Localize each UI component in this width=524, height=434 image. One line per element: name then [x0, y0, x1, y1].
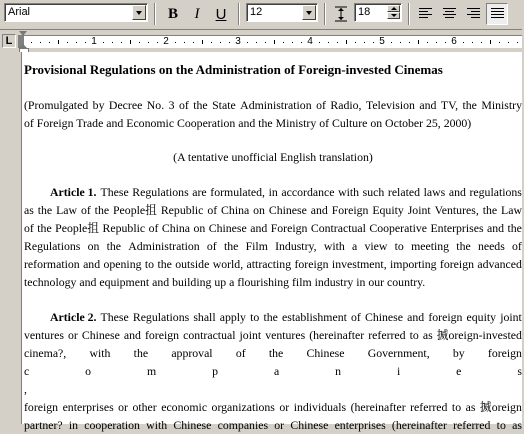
- word: organizations: [211, 400, 275, 414]
- font-name-value: Arial: [8, 6, 31, 18]
- word: the: [94, 203, 110, 217]
- ruler-tick: [247, 42, 248, 43]
- article-2-line: [24, 398, 522, 416]
- word: or: [118, 400, 128, 414]
- word: Chinese: [208, 221, 247, 235]
- ruler-tick: [400, 42, 401, 43]
- word: n: [335, 364, 342, 378]
- word: the: [37, 203, 53, 217]
- word: to: [451, 400, 462, 414]
- word: in: [68, 418, 79, 432]
- ruler-tick: [58, 40, 59, 44]
- word: to: [250, 310, 260, 324]
- word: of: [80, 203, 91, 217]
- word: opening: [103, 257, 142, 271]
- ruler-number: 5: [379, 36, 385, 47]
- word: the: [37, 221, 52, 235]
- word: and: [83, 257, 101, 271]
- word: the: [456, 239, 471, 253]
- word: related: [387, 185, 420, 199]
- word: needs: [477, 239, 505, 253]
- ruler-tick: [364, 42, 365, 43]
- toolbar-separator: [324, 3, 326, 25]
- word: to: [144, 257, 155, 271]
- word: referred: [368, 328, 406, 342]
- word: the: [482, 203, 498, 217]
- article-2-line: [24, 362, 522, 380]
- word: foreign: [428, 310, 463, 324]
- word: Republic: [102, 221, 146, 235]
- ruler-tick: [211, 42, 212, 43]
- word: joint: [500, 310, 522, 324]
- underline-button[interactable]: [210, 3, 232, 25]
- word: p: [212, 364, 219, 378]
- ruler-tick: [175, 42, 176, 43]
- word: regulations: [469, 185, 522, 199]
- line-spacing-spinner[interactable]: [387, 5, 400, 20]
- font-name-dropdown-icon[interactable]: [132, 5, 146, 20]
- word: of: [351, 310, 361, 324]
- word: of: [235, 346, 246, 360]
- ruler-tick: [373, 42, 374, 43]
- word: on: [253, 203, 265, 217]
- article-2-text: [101, 308, 522, 326]
- ruler-tick: [193, 42, 194, 43]
- word: Republic: [160, 203, 204, 217]
- tab-selector-label: L: [5, 35, 13, 47]
- line-spacing-icon[interactable]: [330, 3, 352, 25]
- italic-button[interactable]: [186, 3, 208, 25]
- word: with: [146, 418, 168, 432]
- ruler-tick: [229, 42, 230, 43]
- article-1-label: Article 1.: [50, 185, 97, 199]
- word: and: [487, 221, 505, 235]
- article-2-line: ,: [24, 382, 27, 396]
- ruler-tick: [220, 42, 221, 43]
- word: to: [409, 328, 419, 342]
- ruler-tick: [301, 42, 302, 43]
- ruler-number: 1: [91, 36, 97, 47]
- ruler-tick: [319, 42, 320, 43]
- word: the: [462, 98, 477, 112]
- ruler-tick: [139, 42, 140, 43]
- article-1-line: [24, 201, 522, 219]
- word: shall: [193, 310, 216, 324]
- article-1-line: [24, 237, 522, 255]
- ruler-tick: [328, 42, 329, 43]
- ruler-number: 4: [307, 36, 313, 47]
- word: of: [316, 98, 326, 112]
- word: Administration: [128, 239, 200, 253]
- word: and: [123, 328, 141, 342]
- word: State: [212, 98, 236, 112]
- bold-button[interactable]: [162, 3, 184, 25]
- ruler-tick: [517, 42, 518, 43]
- ruler-tick: [346, 40, 347, 44]
- spin-down-icon[interactable]: [387, 12, 400, 19]
- word: a: [352, 239, 358, 253]
- word: (hereinafter: [391, 418, 447, 432]
- word: to: [394, 239, 404, 253]
- ruler-tick: [112, 42, 113, 43]
- word: a: [273, 364, 280, 378]
- word: Government,: [367, 346, 430, 360]
- word: importing: [390, 257, 437, 271]
- formatting-toolbar: [0, 0, 522, 30]
- word: and: [310, 203, 328, 217]
- word: as: [512, 418, 522, 432]
- word: These: [100, 310, 129, 324]
- ruler-tick: [67, 42, 68, 43]
- word: reformation: [24, 257, 80, 271]
- word: economic: [161, 400, 208, 414]
- left-margin-area: [0, 52, 22, 424]
- word: cinema?,: [24, 346, 67, 360]
- ruler-tick: [202, 40, 203, 44]
- word: Ventures,: [434, 203, 479, 217]
- word: Foreign: [270, 221, 308, 235]
- word: the: [157, 257, 172, 271]
- word: other: [132, 400, 157, 414]
- word: Law: [56, 203, 78, 217]
- first-line-indent-marker[interactable]: [19, 31, 27, 36]
- ruler-tick: [76, 42, 77, 43]
- word: foreign: [487, 346, 522, 360]
- word: and: [419, 98, 437, 112]
- ruler-tick: [40, 42, 41, 43]
- ruler-tick: [130, 40, 131, 44]
- word: Chinese: [306, 346, 345, 360]
- word: advanced: [477, 257, 522, 271]
- word: ventures: [265, 328, 306, 342]
- word: Enterprises: [430, 221, 484, 235]
- ruler-tick: [49, 42, 50, 43]
- ruler-tick: [292, 42, 293, 43]
- toolbar-separator: [408, 3, 410, 25]
- word: as: [24, 203, 34, 217]
- ruler-tick: [157, 42, 158, 43]
- word: Chinese: [173, 418, 212, 432]
- word: China: [161, 221, 191, 235]
- word: the: [268, 346, 284, 360]
- line-spacing-input[interactable]: [354, 3, 402, 22]
- align-right-button[interactable]: [462, 3, 484, 25]
- tab-selector-button[interactable]: [2, 34, 16, 48]
- ruler-tick: [184, 42, 185, 43]
- ruler-tick: [283, 42, 284, 43]
- ruler-number: 2: [163, 36, 169, 47]
- word: on: [193, 221, 206, 235]
- word: such: [362, 185, 385, 199]
- word: with: [338, 185, 360, 199]
- word: establishment: [282, 310, 347, 324]
- word: Ministry: [481, 98, 522, 112]
- word: Regulations: [132, 185, 189, 199]
- word: by: [452, 346, 465, 360]
- toolbar-separator: [238, 3, 240, 25]
- promulgation-line: of Foreign Trade and Economic Cooperation and the Ministry of Culture on October 25, 2000): [24, 116, 472, 130]
- article-1-line: [24, 255, 522, 273]
- ruler-tick: [103, 42, 104, 43]
- word: Law: [501, 203, 522, 217]
- article-1-line: technology and equipment and building up a flourishing film industry in our country.: [24, 275, 426, 289]
- word: Chinese: [81, 328, 120, 342]
- word: of: [207, 203, 218, 217]
- line-spacing-value: 18: [358, 6, 371, 18]
- word: These: [100, 185, 129, 199]
- word: apply: [219, 310, 246, 324]
- word: laws: [423, 185, 446, 199]
- spin-up-icon[interactable]: [387, 5, 400, 12]
- horizontal-ruler[interactable]: [18, 35, 522, 48]
- ruler-tick: [463, 42, 464, 43]
- word: People抯: [113, 203, 157, 217]
- word: formulated,: [210, 185, 265, 199]
- font-size-dropdown-icon[interactable]: [302, 5, 316, 20]
- word: Radio,: [330, 98, 362, 112]
- word: on: [87, 239, 100, 253]
- article-1-text: [101, 183, 522, 201]
- word: partner?: [24, 418, 63, 432]
- word: individuals: [293, 400, 347, 414]
- word: foreign: [294, 257, 329, 271]
- ruler-number: 6: [451, 36, 457, 47]
- ruler-tick: [31, 42, 32, 43]
- word: as: [422, 328, 433, 342]
- word: s: [517, 364, 522, 378]
- word: Regulations: [132, 310, 190, 324]
- word: Equity: [372, 203, 404, 217]
- word: or: [274, 418, 285, 432]
- word: and: [407, 310, 425, 324]
- ruler-tick: [427, 42, 428, 43]
- word: ventures: [24, 328, 64, 342]
- translation-note: (A tentative unofficial English translation): [173, 150, 373, 164]
- word: o: [85, 364, 92, 378]
- word: or: [68, 328, 78, 342]
- ruler-tick: [274, 40, 275, 44]
- toolbar-separator: [154, 3, 156, 25]
- word: the: [193, 98, 208, 112]
- article-2-line: [24, 416, 522, 434]
- word: outside: [175, 257, 210, 271]
- word: and: [448, 185, 466, 199]
- align-left-icon: [419, 8, 432, 20]
- word: enterprises: [62, 400, 114, 414]
- word: are: [192, 185, 207, 199]
- word: Chinese: [364, 310, 403, 324]
- ruler-tick: [490, 40, 491, 44]
- word: the: [263, 310, 278, 324]
- align-center-icon: [443, 8, 456, 20]
- word: 3: [168, 98, 175, 112]
- word: to: [496, 418, 506, 432]
- word: Industry,: [275, 239, 317, 253]
- word: referred: [410, 400, 448, 414]
- ruler-tick: [256, 42, 257, 43]
- word: TV,: [440, 98, 459, 112]
- word: Chinese: [290, 418, 329, 432]
- word: Film: [245, 239, 268, 253]
- align-right-icon: [467, 8, 480, 20]
- word: China: [221, 203, 250, 217]
- underline-button-label: U: [215, 5, 227, 23]
- word: view: [364, 239, 388, 253]
- word: and: [250, 221, 268, 235]
- ruler-tick: [355, 42, 356, 43]
- promulgation-line: [24, 96, 522, 114]
- word: enterprises: [334, 418, 386, 432]
- word: Joint: [407, 203, 431, 217]
- article-1-first-line: [24, 183, 522, 201]
- word: Television: [365, 98, 415, 112]
- word: People抯: [55, 221, 100, 235]
- word: world,: [212, 257, 244, 271]
- word: attracting: [246, 257, 292, 271]
- align-center-button[interactable]: [438, 3, 460, 25]
- word: e: [456, 364, 462, 378]
- word: approval: [171, 346, 213, 360]
- word: of: [512, 239, 522, 253]
- word: of: [206, 239, 217, 253]
- word: foreign: [144, 328, 180, 342]
- word: of: [24, 221, 34, 235]
- align-justify-icon: [491, 8, 504, 20]
- ruler-tick: [508, 42, 509, 43]
- ruler-tick: [121, 42, 122, 43]
- word: 揻oreign: [479, 400, 522, 414]
- ruler-tick: [445, 42, 446, 43]
- word: Administration: [240, 98, 312, 112]
- font-size-combo[interactable]: [246, 3, 318, 22]
- word: 揻oreign-invested: [436, 328, 522, 342]
- word: the: [106, 239, 122, 253]
- ruler-tick: [265, 42, 266, 43]
- word: joint: [239, 328, 262, 342]
- ruler-number: 3: [235, 36, 241, 47]
- ruler-bar: [0, 30, 522, 52]
- word: with: [89, 346, 111, 360]
- word: referred: [453, 418, 491, 432]
- bold-button-label: B: [167, 5, 178, 22]
- word: as: [465, 400, 476, 414]
- word: m: [147, 364, 157, 378]
- ruler-tick: [499, 42, 500, 43]
- word: (hereinafter: [309, 328, 365, 342]
- align-justify-button[interactable]: [486, 3, 508, 25]
- article-2-line: [24, 344, 522, 362]
- left-indent-marker[interactable]: [19, 44, 28, 52]
- word: accordance: [281, 185, 335, 199]
- word: cooperation: [84, 418, 140, 432]
- ruler-tick: [391, 42, 392, 43]
- word: the: [223, 239, 239, 253]
- word: c: [24, 364, 30, 378]
- word: investment,: [331, 257, 387, 271]
- ruler-tick: [148, 42, 149, 43]
- word: the: [507, 221, 522, 235]
- font-name-combo[interactable]: [4, 3, 148, 22]
- word: (Promulgated: [24, 98, 89, 112]
- word: the: [133, 346, 149, 360]
- word: of: [178, 98, 189, 112]
- word: Contractual: [310, 221, 366, 235]
- document-title: Provisional Regulations on the Administration of Foreign-invested Cinemas: [24, 62, 443, 77]
- word: companies: [217, 418, 269, 432]
- ruler-tick: [436, 42, 437, 43]
- word: meeting: [411, 239, 450, 253]
- word: contractual: [183, 328, 236, 342]
- word: (hereinafter: [350, 400, 406, 414]
- ruler-tick: [481, 42, 482, 43]
- word: Cooperative: [369, 221, 428, 235]
- word: or: [279, 400, 290, 414]
- ruler-tick: [472, 42, 473, 43]
- word: Regulations: [24, 239, 81, 253]
- word: Decree: [108, 98, 143, 112]
- ruler-tick: [409, 42, 410, 43]
- article-2-first-line: [24, 308, 522, 326]
- article-2-line: [24, 326, 522, 344]
- word: of: [148, 221, 159, 235]
- ruler-tick: [85, 42, 86, 43]
- word: No.: [146, 98, 165, 112]
- word: by: [92, 98, 105, 112]
- word: Foreign: [331, 203, 369, 217]
- word: foreign: [24, 400, 59, 414]
- article-1-line: [24, 219, 522, 237]
- word: in: [268, 185, 278, 199]
- document-page[interactable]: [22, 52, 522, 432]
- word: Chinese: [268, 203, 307, 217]
- article-2-label: Article 2.: [50, 310, 97, 324]
- italic-button-label: I: [194, 5, 200, 22]
- word: i: [396, 364, 401, 378]
- ruler-tick: [418, 40, 419, 44]
- word: equity: [466, 310, 497, 324]
- ruler-tick: [337, 42, 338, 43]
- align-left-button[interactable]: [414, 3, 436, 25]
- word: with: [323, 239, 345, 253]
- word: foreign: [439, 257, 474, 271]
- font-size-value: 12: [250, 6, 263, 18]
